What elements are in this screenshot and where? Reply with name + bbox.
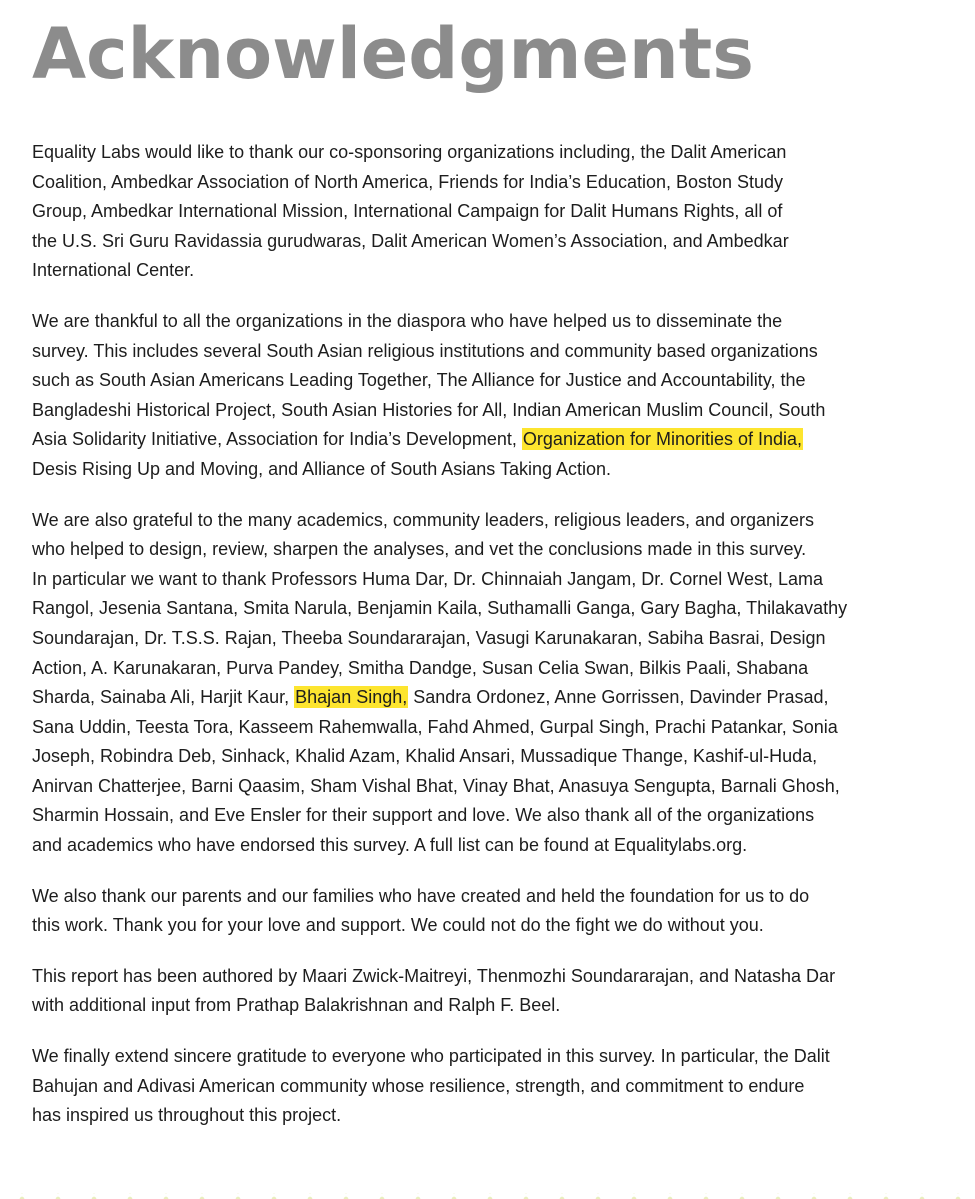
highlighted-text: Organization for Minorities of India,	[522, 429, 803, 450]
text-segment: and academics who have endorsed this survey. A full list can be found at Equalitylabs.org.	[32, 835, 748, 856]
highlighted-text: Bhajan Singh,	[295, 687, 408, 708]
text-segment: In particular we want to thank Professors Huma Dar, Dr. Chinnaiah Jangam, Dr. Cornel West, Lama	[32, 568, 824, 589]
text-line	[32, 772, 952, 802]
paragraph	[32, 962, 952, 1021]
paragraph	[32, 506, 952, 861]
text-segment: We finally extend sincere gratitude to everyone who participated in this survey. In particular, the Dalit	[32, 1046, 830, 1067]
text-line	[32, 962, 952, 992]
text-segment: Sharmin Hossain, and Eve Ensler for their support and love. We also thank all of the organizations	[32, 805, 815, 826]
text-segment: Soundarajan, Dr. T.S.S. Rajan, Theeba Soundararajan, Vasugi Karunakaran, Sabiha Basrai, Design	[32, 627, 826, 648]
text-line	[32, 683, 952, 713]
text-segment: such as South Asian Americans Leading Together, The Alliance for Justice and Accountability, the	[32, 370, 806, 391]
text-segment: We are also grateful to the many academics, community leaders, religious leaders, and organizers	[32, 509, 815, 530]
text-segment: Sharda, Sainaba Ali, Harjit Kaur,	[32, 687, 295, 708]
text-segment: We also thank our parents and our families who have created and held the foundation for us to do	[32, 885, 810, 906]
text-segment: Sandra Ordonez, Anne Gorrissen, Davinder Prasad,	[408, 687, 829, 708]
text-line	[32, 911, 952, 941]
text-line	[32, 831, 952, 861]
text-line	[32, 455, 952, 485]
text-segment: Coalition, Ambedkar Association of North America, Friends for India’s Education, Boston Study	[32, 171, 784, 192]
text-segment: Joseph, Robindra Deb, Sinhack, Khalid Azam, Khalid Ansari, Mussadique Thange, Kashif-ul-Huda,	[32, 746, 818, 767]
text-segment: Action, A. Karunakaran, Purva Pandey, Smitha Dandge, Susan Celia Swan, Bilkis Paali, Shabana	[32, 657, 809, 678]
text-line	[32, 654, 952, 684]
text-line	[32, 801, 952, 831]
text-line	[32, 742, 952, 772]
text-line	[32, 337, 952, 367]
paragraph	[32, 882, 952, 941]
text-line	[32, 594, 952, 624]
text-segment: this work. Thank you for your love and support. We could not do the fight we do without you.	[32, 915, 764, 936]
text-segment: This report has been authored by Maari Zwick-Maitreyi, Thenmozhi Soundararajan, and Natasha Dar	[32, 965, 836, 986]
paragraph	[32, 307, 952, 485]
text-segment: who helped to design, review, sharpen the analyses, and vet the conclusions made in this survey.	[32, 539, 807, 560]
paragraph	[32, 1042, 952, 1131]
text-segment: Anirvan Chatterjee, Barni Qaasim, Sham Vishal Bhat, Vinay Bhat, Anasuya Sengupta, Barnali Ghosh,	[32, 775, 840, 796]
text-segment: International Center.	[32, 260, 195, 281]
text-line	[32, 535, 952, 565]
text-segment: survey. This includes several South Asian religious institutions and community based organizations	[32, 340, 818, 361]
paragraph	[32, 138, 952, 286]
text-line	[32, 425, 952, 455]
text-line	[32, 565, 952, 595]
text-line	[32, 506, 952, 536]
text-line	[32, 1101, 952, 1131]
text-segment: Desis Rising Up and Moving, and Alliance of South Asians Taking Action.	[32, 458, 612, 479]
text-line	[32, 168, 952, 198]
text-line	[32, 991, 952, 1021]
text-line	[32, 227, 952, 257]
text-line	[32, 1072, 952, 1102]
text-line	[32, 396, 952, 426]
text-segment: with additional input from Prathap Balakrishnan and Ralph F. Beel.	[32, 995, 561, 1016]
text-line	[32, 197, 952, 227]
text-line	[32, 138, 952, 168]
text-line	[32, 256, 952, 286]
text-line	[32, 624, 952, 654]
text-line	[32, 713, 952, 743]
text-line	[32, 1042, 952, 1072]
text-line	[32, 366, 952, 396]
text-segment: has inspired us throughout this project.	[32, 1105, 342, 1126]
text-segment: Asia Solidarity Initiative, Association for India’s Development,	[32, 429, 522, 450]
text-segment: the U.S. Sri Guru Ravidassia gurudwaras, Dalit American Women’s Association, and Ambedkar	[32, 230, 789, 251]
text-segment: Bahujan and Adivasi American community whose resilience, strength, and commitment to endure	[32, 1075, 805, 1096]
text-segment: Equality Labs would like to thank our co-sponsoring organizations including, the Dalit American	[32, 142, 787, 162]
text-segment: Rangol, Jesenia Santana, Smita Narula, Benjamin Kaila, Suthamalli Ganga, Gary Bagha, Thilakavathy	[32, 598, 848, 619]
bottom-decorative-dots	[0, 1193, 975, 1199]
text-segment: Group, Ambedkar International Mission, International Campaign for Dalit Humans Rights, all of	[32, 201, 783, 222]
text-segment: We are thankful to all the organizations in the diaspora who have helped us to disseminate the	[32, 310, 783, 331]
text-line	[32, 882, 952, 912]
body-text	[32, 138, 952, 1131]
text-line	[32, 307, 952, 337]
text-segment: Sana Uddin, Teesta Tora, Kasseem Rahemwalla, Fahd Ahmed, Gurpal Singh, Prachi Patankar, Sonia	[32, 716, 838, 737]
text-segment: Bangladeshi Historical Project, South Asian Histories for All, Indian American Muslim Council, South	[32, 399, 826, 420]
page-title: Acknowledgments	[32, 13, 754, 95]
